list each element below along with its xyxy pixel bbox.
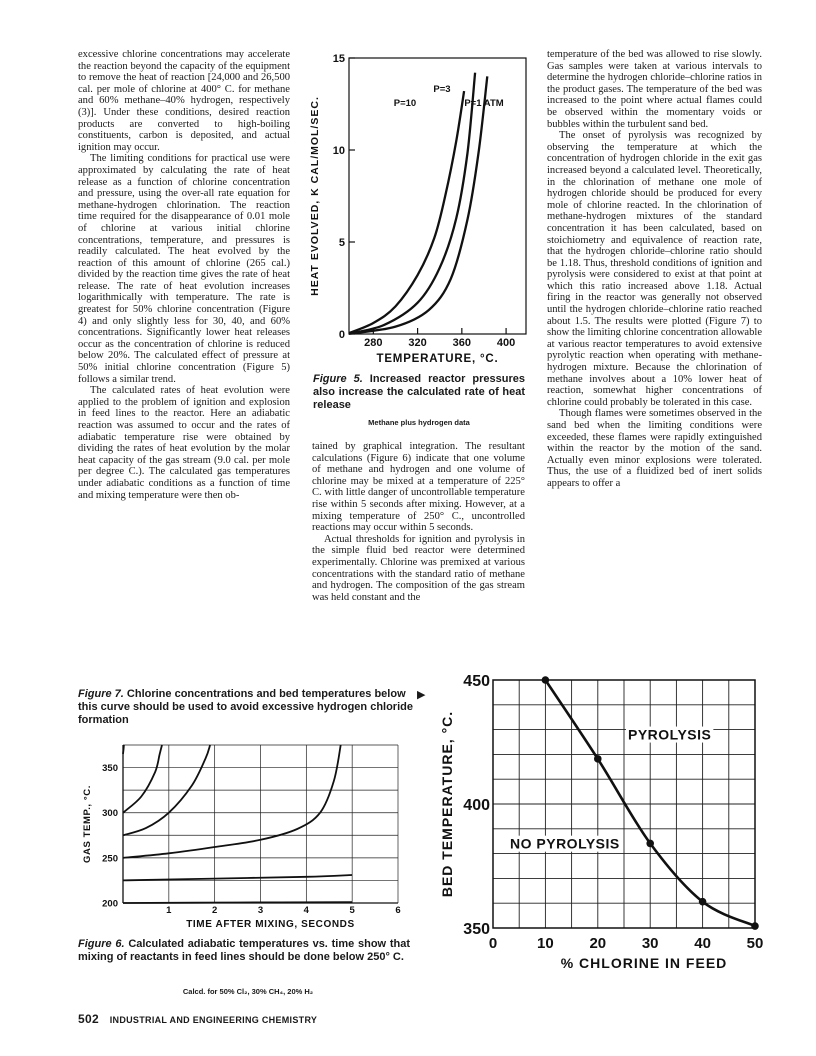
text-column-3 xyxy=(547,49,762,490)
y-axis-label: GAS TEMP., °C. xyxy=(82,784,93,864)
figure-label: Figure 7. xyxy=(78,688,124,700)
figure-label: Figure 6. xyxy=(78,938,125,950)
y-tick-label: 400 xyxy=(463,797,490,814)
data-point xyxy=(542,676,550,684)
series-line xyxy=(123,875,352,880)
y-tick-label: 0 xyxy=(338,329,345,341)
paragraph: Actual thresholds for ignition and pyrolysis in the simple fluid bed reactor were determined experimentally. Chlorine was premixed at various concentrations with the standard ratio of methane and hydrogen. The composition of the gas stream was held constant and the xyxy=(312,533,525,603)
curve-label: P=1 ATM xyxy=(464,98,504,109)
x-tick-label: 3 xyxy=(257,905,264,916)
series-line xyxy=(123,902,352,903)
series-line xyxy=(123,745,162,813)
data-point xyxy=(646,840,654,848)
caption-text: Increased reactor pressures also increase the calculated rate of heat release xyxy=(313,373,526,411)
figure-5-subcaption: Methane plus hydrogen data xyxy=(368,418,470,427)
x-axis-label: % CHLORINE IN FEED xyxy=(560,955,728,971)
curve-label: P=3 xyxy=(433,84,451,95)
caption-text: Calculated adiabatic temperatures vs. time show that mixing of reactants in feed lines should be done below 250° C. xyxy=(78,938,411,963)
x-tick-label: 6 xyxy=(395,905,401,916)
y-tick-label: 10 xyxy=(332,145,345,157)
y-tick-label: 15 xyxy=(332,53,345,65)
x-tick-label: 280 xyxy=(364,337,383,349)
x-tick-label: 5 xyxy=(349,905,355,916)
series-line xyxy=(123,745,124,754)
figure-5-caption xyxy=(313,373,525,412)
y-tick-label: 450 xyxy=(463,673,490,690)
data-point xyxy=(751,922,759,930)
region-label-pyrolysis: PYROLYSIS xyxy=(628,726,712,743)
figure-label: Figure 5. xyxy=(313,373,363,385)
y-tick-label: 350 xyxy=(463,921,490,938)
region-label-no-pyrolysis: NO PYROLYSIS xyxy=(510,835,620,852)
paragraph: excessive chlorine concentrations may accelerate the reaction beyond the capacity of the equipment to remove the heat of reaction [24,000 and 26,500 cal. per mole of chlorine at 400° C. for methane and 60% methane–40% hydrogen, respectively (3)]. Under these conditions, desired reaction products are converted to high-boiling constituents, carbon is deposited, and actual ignition may occur. xyxy=(78,49,290,153)
paragraph: tained by graphical integration. The resultant calculations (Figure 6) indicate that one volume of methane and hydrogen and one volume of chlorine may be mixed at a temperature of 225° C. with little danger of uncontrollable temperature rise within 5 seconds after mixing. However, at a mixing temperature of 250° C., uncontrolled reactions may occur within 5 seconds. xyxy=(312,441,525,534)
y-axis-label: BED TEMPERATURE, °C. xyxy=(439,710,455,898)
x-tick-label: 0 xyxy=(488,935,498,952)
x-tick-label: 320 xyxy=(408,337,427,349)
x-tick-label: 20 xyxy=(589,935,607,952)
x-tick-label: 2 xyxy=(212,905,218,916)
x-tick-label: 360 xyxy=(452,337,472,349)
y-tick-label: 5 xyxy=(338,237,345,249)
page-number: 502 xyxy=(78,1012,99,1026)
curve-label: P=10 xyxy=(393,98,417,109)
x-tick-label: 400 xyxy=(496,337,516,349)
journal-name: INDUSTRIAL AND ENGINEERING CHEMISTRY xyxy=(109,1015,318,1025)
figure-7-caption xyxy=(78,688,418,727)
x-axis-label: TIME AFTER MIXING, SECONDS xyxy=(186,919,355,930)
figure-6-caption xyxy=(78,938,410,964)
y-tick-label: 200 xyxy=(102,898,118,910)
y-tick-label: 350 xyxy=(102,763,118,775)
page-footer xyxy=(78,1012,317,1026)
x-tick-label: 30 xyxy=(641,935,659,952)
paragraph: The onset of pyrolysis was recognized by observing the temperature at which the concentration of hydrogen chloride in the exit gas increased beyond a calculated level. Theoretically, in the chlorination of methane one mole of hydrogen chloride should be produced for every mole of chlorine reacted. In the chlorination of methane-hydrogen mixtures of the standard concentration it has been calculated, based on stoichiometry and equivalence of reaction rate, that the hydrogen chloride–chlorine ratio should be 1.18. Thus, threshold conditions of ignition and pyrolysis were considered to exist at that point at which this ratio increased above 1.18. Actual firing in the reactor was generally not observed until the hydrogen chloride–chlorine ratio reached about 1.5. The results were plotted (Figure 7) to show the limiting chlorine concentration allowable at various reactor temperatures to avoid extensive pyrolytic reaction when operating with methane-hydrogen mixture. Because the chlorination of methane involves about a 10% lower heat of reaction, somewhat higher concentrations of chlorine could probably be tolerated in this case. xyxy=(547,130,762,408)
series-line xyxy=(349,76,487,333)
caption-text: Chlorine concentrations and bed temperatures below this curve should be used to avoid excessive hydrogen chloride formation xyxy=(78,688,413,726)
x-tick-label: 40 xyxy=(694,935,711,952)
figure-5-chart xyxy=(290,48,550,365)
data-point xyxy=(594,755,602,763)
series-line xyxy=(123,745,341,858)
x-tick-label: 50 xyxy=(746,935,764,952)
paragraph: Though flames were sometimes observed in the sand bed when the limiting conditions were exceeded, these flames were rapidly extinguished within the reactor by the motion of the sand. Actually even minor explosions were tolerated. Thus, the use of a fluidized bed of inert solids appears to offer a xyxy=(547,408,762,489)
arrow-right-icon: ▶ xyxy=(417,688,426,701)
paragraph: temperature of the bed was allowed to rise slowly. Gas samples were taken at various intervals to determine the hydrogen chloride–chlorine ratios in the product gases. The temperature of the bed was increased to the point where actual flames could be observed within the momentary voids or bubbles within the turbulent sand bed. xyxy=(547,49,762,130)
series-line xyxy=(349,73,475,334)
x-tick-label: 1 xyxy=(166,905,172,916)
x-tick-label: 4 xyxy=(303,905,309,916)
x-tick-label: 10 xyxy=(537,935,554,952)
figure-6-chart xyxy=(78,740,418,930)
series-line xyxy=(349,91,464,333)
paragraph: The limiting conditions for practical use were approximated by calculating the rate of heat release as a function of chlorine concentration and pressure, using the over-all rate equation for methane-hydrogen chlorination. The reaction time required for the disappearance of 0.01 mole of chlorine at various initial chlorine concentrations, temperature, and pressures is readily calculated. The heat evolved by the reaction of this amount of chlorine (265 cal.) divided by the reaction time gives the rate of heat release. The rate of heat evolution increases logarithmically with temperature. The rate is greatest for 50% chlorine concentration (Figure 4) and only slightly less for 30, 40, and 60% concentrations. Significantly lower heat releases occur as the concentration of chlorine is reduced below 20%. The calculated effect of pressure at 50% initial chlorine concentration (Figure 5) follows a similar trend. xyxy=(78,153,290,385)
x-axis-label: TEMPERATURE, °C. xyxy=(376,353,499,365)
figure-6-subcaption: Calcd. for 50% Cl₂, 30% CH₄, 20% H₂ xyxy=(182,987,314,996)
text-column-2 xyxy=(312,441,525,603)
text-column-1 xyxy=(78,49,290,501)
y-tick-label: 300 xyxy=(102,808,118,820)
y-axis-label: HEAT EVOLVED, K CAL/MOL/SEC. xyxy=(309,96,321,296)
data-point xyxy=(699,898,707,906)
paragraph: The calculated rates of heat evolution were applied to the problem of ignition and explosion in feed lines to the reactor. Here an adiabatic reaction was assumed to occur and the rates of adiabatic temperature rise were obtained by dividing the rates of heat evolution by the molar heat capacity of the gas stream (9.0 cal. per mole per degree C.). The calculated gas temperatures under adiabatic conditions as a function of time and mixing temperature were then ob- xyxy=(78,385,290,501)
y-tick-label: 250 xyxy=(102,853,118,865)
figure-7-chart xyxy=(430,670,770,1000)
